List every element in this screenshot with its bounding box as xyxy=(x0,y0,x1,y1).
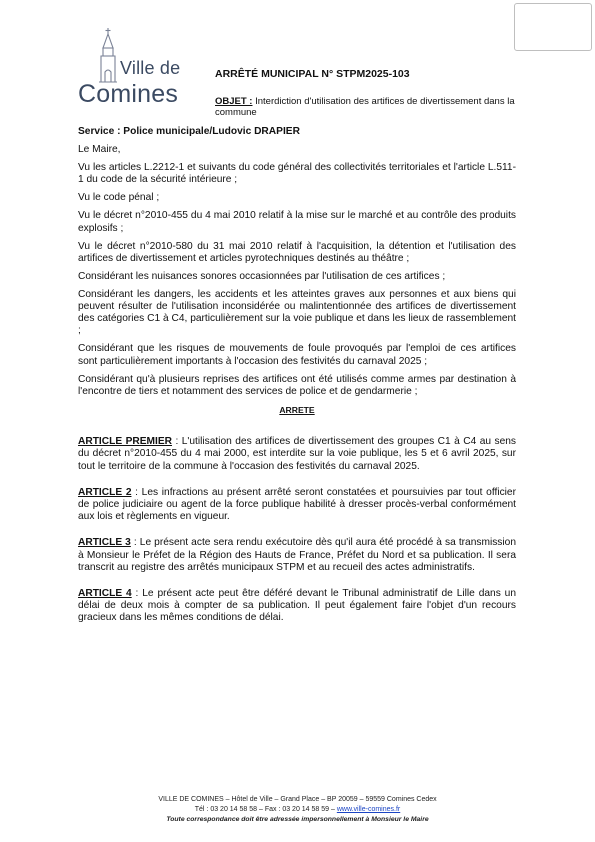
article-label: ARTICLE 4 xyxy=(78,588,132,600)
article-label: ARTICLE PREMIER xyxy=(78,436,173,448)
preamble-paragraph: Considérant que les risques de mouvements de foule provoqués par l'emploi de ces artifices sont particulièrement importants à l'occasion des festivités du carnaval 2025 ; xyxy=(78,343,516,367)
article-text: : L'utilisation des artifices de divertissement des groupes C1 à C4 au sens du décret n°2010-455 du 4 mai 2000, est interdite sur la voie publique, les 5 et 6 avril 2025, sur tout le territoire de la commune à l'occasion des festivités du carnaval 2025. xyxy=(78,436,517,472)
article-paragraph xyxy=(78,487,516,524)
city-logo xyxy=(78,28,196,108)
footer-phone-fax: Tél : 03 20 14 58 58 – Fax : 03 20 14 58 59 – xyxy=(194,806,337,813)
article-paragraph xyxy=(78,588,516,625)
preamble-paragraph: Considérant les dangers, les accidents et les atteintes graves aux personnes et aux biens qui peuvent résulter de l'utilisation inconsidérée ou malintentionnée des artifices de divertissement des catégories C1 à C4, particulièrement sur la voie publique et dans les lieux de rassemblement ; xyxy=(78,288,516,337)
article-label: ARTICLE 3 xyxy=(78,537,131,549)
decree-title: ARRÊTÉ MUNICIPAL N° STPM2025-103 xyxy=(215,68,410,80)
article-text: : Les infractions au présent arrêté seront constatées et poursuivies par tout officier de police judiciaire ou agent de la force publique habilité à dresser procès-verbal conformément aux lois et règlements en vigueur. xyxy=(78,486,516,523)
preamble-paragraph: Le Maire, xyxy=(78,144,121,156)
article-text: : Le présent acte peut être déféré devant le Tribunal administratif de Lille dans un délai de deux mois à compter de sa publication. Il peut également faire l'objet d'un recours gracieux dans les mêmes conditions de délai. xyxy=(78,588,516,624)
footer-note: Toute correspondance doit être adressée impersonnellement à Monsieur le Maire xyxy=(166,816,429,823)
footer-address: VILLE DE COMINES – Hôtel de Ville – Grand Place – BP 20059 – 59559 Comines Cedex xyxy=(158,796,437,803)
website-link[interactable]: www.ville-comines.fr xyxy=(336,806,401,813)
church-steeple-icon xyxy=(96,28,120,83)
subject-text: Interdiction d'utilisation des artifices de divertissement dans la commune xyxy=(215,96,515,118)
preamble-paragraph: Vu le code pénal ; xyxy=(78,192,160,204)
logo-comines-text: Comines xyxy=(78,80,179,108)
preamble-paragraph: Considérant qu'à plusieurs reprises des artifices ont été utilisés comme armes par destination à l'encontre de tiers et notamment des services de police et de gendarmerie ; xyxy=(78,373,516,397)
preamble-paragraph: Vu le décret n°2010-455 du 4 mai 2010 relatif à la mise sur le marché et au contrôle des produits explosifs ; xyxy=(78,210,516,234)
stamp-box xyxy=(514,3,592,51)
article-paragraph xyxy=(78,436,516,473)
footer-contact xyxy=(0,805,595,815)
article-paragraph xyxy=(78,537,516,574)
page-footer xyxy=(0,795,595,825)
preamble-paragraph: Vu le décret n°2010-580 du 31 mai 2010 relatif à l'acquisition, la détention et l'utilisation des artifices de divertissement et articles pyrotechniques destinés au théâtre ; xyxy=(78,240,516,264)
preamble-paragraph: Vu les articles L.2212-1 et suivants du code général des collectivités territoriales et l'article L.511-1 du code de la sécurité intérieure ; xyxy=(78,162,516,186)
article-label: ARTICLE 2 xyxy=(78,486,132,498)
subject-label: OBJET : xyxy=(215,96,253,107)
decree-subject xyxy=(215,96,520,118)
article-text: : Le présent acte sera rendu exécutoire dès qu'il aura été procédé à sa transmission à Monsieur le Préfet de la Région des Hauts de France, Préfet du Nord et sa publication. Il sera transcrit au registre des arrêtés municipaux STPM et au recueil des actes administratifs. xyxy=(78,537,516,573)
logo-ville-text: Ville de xyxy=(120,58,181,78)
service-line: Service : Police municipale/Ludovic DRAPIER xyxy=(78,126,300,137)
arrete-heading: ARRETE xyxy=(279,405,315,416)
preamble-paragraph: Considérant les nuisances sonores occasionnées par l'utilisation de ces artifices ; xyxy=(78,270,446,282)
decree-body xyxy=(78,126,516,639)
